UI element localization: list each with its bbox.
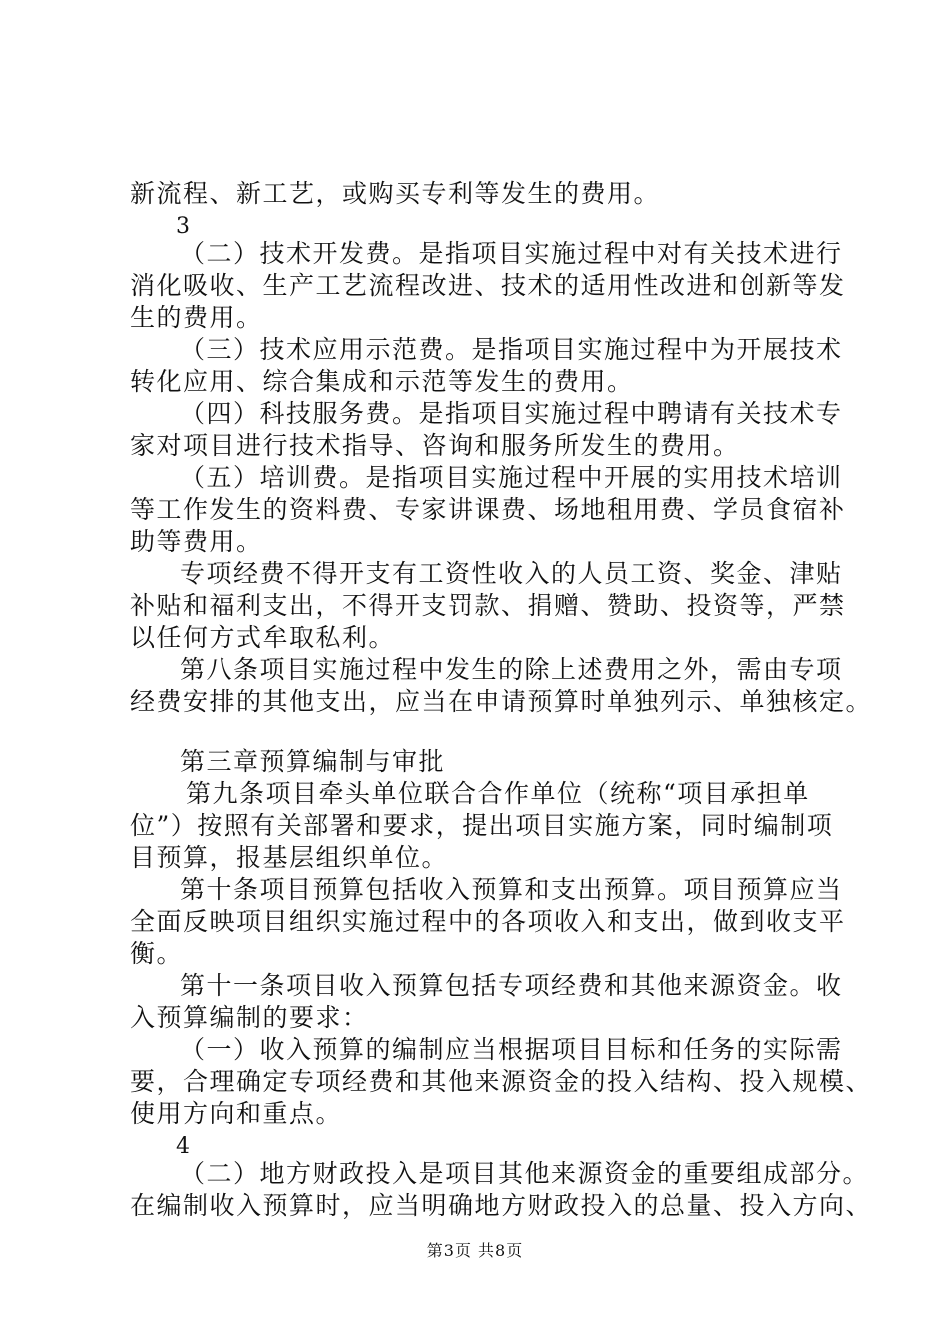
body-line: 目预算，报基层组织单位。 [130,843,449,872]
body-line: （二）技术开发费。是指项目实施过程中对有关技术进行 [180,239,843,268]
body-line: 转化应用、综合集成和示范等发生的费用。 [130,367,634,396]
body-line: （五）培训费。是指项目实施过程中开展的实用技术培训 [180,463,843,492]
body-line: 新流程、新工艺，或购买专利等发生的费用。 [130,179,661,208]
body-line: 要，合理确定专项经费和其他来源资金的投入结构、投入规模、 [130,1067,873,1096]
body-line: 第十条项目预算包括收入预算和支出预算。项目预算应当 [180,875,843,904]
body-line: 在编制收入预算时，应当明确地方财政投入的总量、投入方向、 [130,1191,873,1220]
body-line: 入预算编制的要求： [130,1003,369,1032]
body-line: 专项经费不得开支有工资性收入的人员工资、奖金、津贴 [180,559,843,588]
body-line: 助等费用。 [130,527,263,556]
body-line: 消化吸收、生产工艺流程改进、技术的适用性改进和创新等发 [130,271,846,300]
body-line: （一）收入预算的编制应当根据项目目标和任务的实际需 [180,1035,843,1064]
body-line: 家对项目进行技术指导、咨询和服务所发生的费用。 [130,431,740,460]
body-line: 等工作发生的资料费、专家讲课费、场地租用费、学员食宿补 [130,495,846,524]
page-number-marker: 3 [176,214,190,239]
body-line: 衡。 [130,939,184,968]
body-line: 以任何方式牟取私利。 [130,623,396,652]
body-line: 全面反映项目组织实施过程中的各项收入和支出，做到收支平 [130,907,846,936]
body-line: 第八条项目实施过程中发生的除上述费用之外，需由专项 [180,655,843,684]
body-line: 位”）按照有关部署和要求，提出项目实施方案，同时编制项 [130,811,834,840]
body-line: 第九条项目牵头单位联合合作单位（统称“项目承担单 [186,779,810,808]
page-footer: 第3页 共8页 [426,1241,524,1260]
body-line: 使用方向和重点。 [130,1099,343,1128]
body-line: 补贴和福利支出，不得开支罚款、捐赠、赞助、投资等，严禁 [130,591,846,620]
page-number-marker: 4 [176,1134,190,1159]
body-line: （四）科技服务费。是指项目实施过程中聘请有关技术专 [180,399,843,428]
body-line: （三）技术应用示范费。是指项目实施过程中为开展技术 [180,335,843,364]
chapter-heading: 第三章预算编制与审批 [180,747,446,776]
body-line: 经费安排的其他支出，应当在申请预算时单独列示、单独核定。 [130,687,873,716]
body-line: 生的费用。 [130,303,263,332]
body-line: 第十一条项目收入预算包括专项经费和其他来源资金。收 [180,971,843,1000]
body-line: （二）地方财政投入是项目其他来源资金的重要组成部分。 [180,1159,870,1188]
